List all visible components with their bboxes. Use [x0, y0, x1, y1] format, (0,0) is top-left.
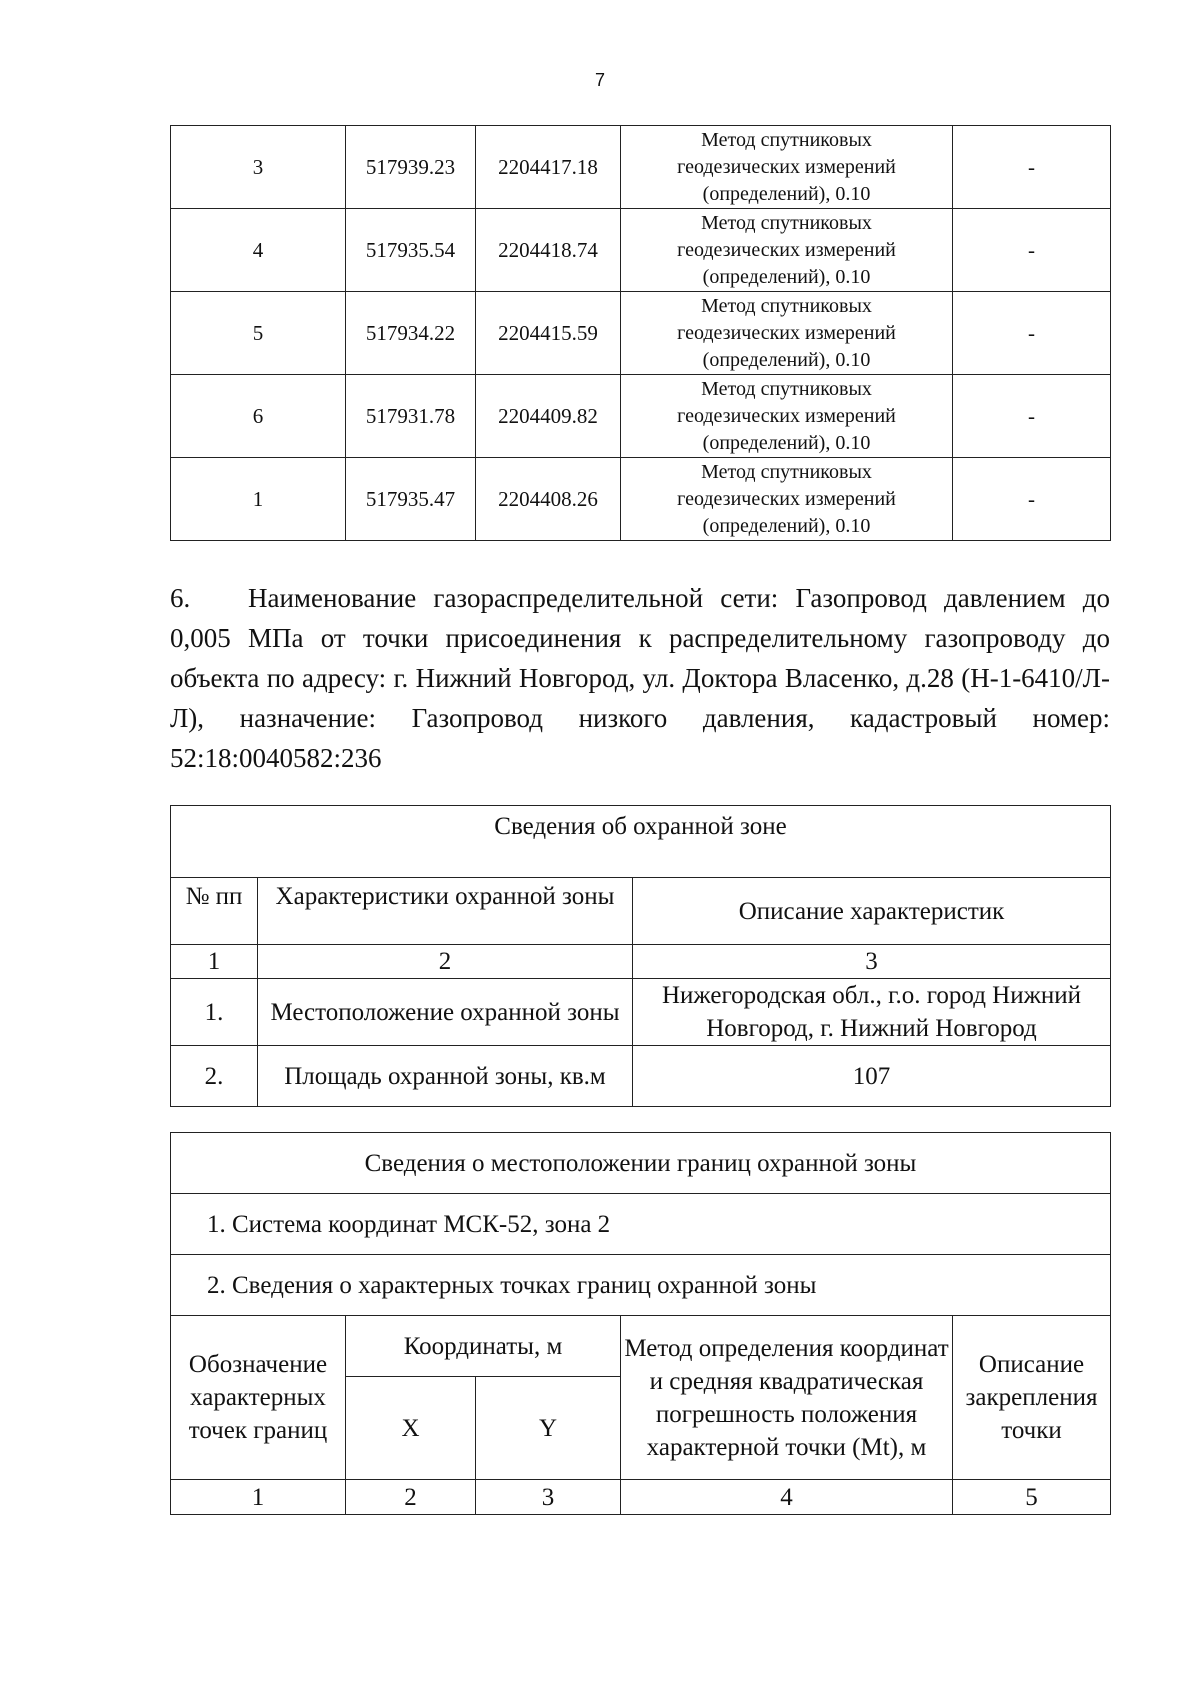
method-cell — [621, 375, 953, 458]
row-num: 1. — [171, 979, 258, 1046]
method-line: Метод спутниковых — [701, 211, 872, 234]
method-line: (определений), 0.10 — [702, 182, 871, 205]
col-point-header: Обозначение характерных точек границ — [171, 1316, 346, 1480]
index-cell: 5 — [953, 1480, 1111, 1515]
row-characteristic: Местоположение охранной зоны — [258, 979, 633, 1046]
col-y-header: Y — [476, 1377, 621, 1480]
method-line: геодезических измерений — [677, 238, 896, 261]
method-line: геодезических измерений — [677, 321, 896, 344]
section-number: 6. — [170, 583, 191, 613]
method-line: Метод спутниковых — [701, 128, 872, 151]
method-line: (определений), 0.10 — [702, 348, 871, 371]
method-cell — [621, 209, 953, 292]
description-cell: - — [953, 126, 1111, 209]
description-cell: - — [953, 375, 1111, 458]
method-line: Метод спутниковых — [701, 294, 872, 317]
point-cell: 6 — [171, 375, 346, 458]
row-num: 2. — [171, 1046, 258, 1107]
protection-zone-table — [170, 805, 1111, 1107]
y-cell: 2204418.74 — [476, 209, 621, 292]
method-line: (определений), 0.10 — [702, 514, 871, 537]
col-coords-header: Координаты, м — [346, 1316, 621, 1377]
description-cell: - — [953, 292, 1111, 375]
boundary-location-table — [170, 1132, 1111, 1515]
col-desc-header: Описание закрепления точки — [953, 1316, 1111, 1480]
x-cell: 517934.22 — [346, 292, 476, 375]
point-cell: 4 — [171, 209, 346, 292]
y-cell: 2204417.18 — [476, 126, 621, 209]
bound-table-title: Сведения о местоположении границ охранной зоны — [171, 1133, 1111, 1194]
method-line: Метод спутниковых — [701, 377, 872, 400]
x-cell: 517935.47 — [346, 458, 476, 541]
zone-table-title: Сведения об охранной зоне — [171, 806, 1111, 878]
method-line: Метод спутниковых — [701, 460, 872, 483]
description-cell: - — [953, 458, 1111, 541]
method-cell — [621, 126, 953, 209]
method-line: геодезических измерений — [677, 404, 896, 427]
row-description: Нижегородская обл., г.о. город Нижний Новгород, г. Нижний Новгород — [633, 979, 1111, 1046]
page-number: 7 — [594, 70, 605, 90]
y-cell: 2204415.59 — [476, 292, 621, 375]
index-cell: 1 — [171, 945, 258, 979]
index-cell: 3 — [633, 945, 1111, 979]
table-row — [171, 375, 1111, 458]
header-description: Описание характеристик — [633, 878, 1111, 945]
method-cell — [621, 458, 953, 541]
point-cell: 3 — [171, 126, 346, 209]
index-cell: 2 — [258, 945, 633, 979]
index-cell: 3 — [476, 1480, 621, 1515]
x-cell: 517939.23 — [346, 126, 476, 209]
point-cell: 5 — [171, 292, 346, 375]
index-cell: 4 — [621, 1480, 953, 1515]
row-description: 107 — [633, 1046, 1111, 1107]
index-cell: 2 — [346, 1480, 476, 1515]
header-num: № пп — [171, 878, 258, 945]
method-line: геодезических измерений — [677, 487, 896, 510]
method-line: (определений), 0.10 — [702, 431, 871, 454]
col-x-header: X — [346, 1377, 476, 1480]
coordinates-table-continuation — [170, 125, 1111, 541]
point-cell: 1 — [171, 458, 346, 541]
table-row — [171, 458, 1111, 541]
table-row — [171, 292, 1111, 375]
coordinate-system: 1. Система координат МСК-52, зона 2 — [171, 1194, 1111, 1255]
section-6-paragraph — [170, 578, 1110, 778]
method-line: (определений), 0.10 — [702, 265, 871, 288]
x-cell: 517931.78 — [346, 375, 476, 458]
table-row — [171, 126, 1111, 209]
method-line: геодезических измерений — [677, 155, 896, 178]
section-text: Наименование газораспределительной сети: Газопровод давлением до 0,005 МПа от точки присоединения к распределительному газопроводу до объекта по адресу: г. Нижний Новгород, ул. Доктора Власенко, д.28 (Н-1-6410/Л-Л), назначение: Газопровод низкого давления, кадастровый номер: 52:18:0040582:236 — [170, 583, 1110, 773]
table-row — [171, 209, 1111, 292]
header-characteristic: Характеристики охранной зоны — [258, 878, 633, 945]
description-cell: - — [953, 209, 1111, 292]
y-cell: 2204409.82 — [476, 375, 621, 458]
x-cell: 517935.54 — [346, 209, 476, 292]
col-method-header: Метод определения координат и средняя квадратическая погрешность положения характерной точки (Mt), м — [621, 1316, 953, 1480]
method-cell — [621, 292, 953, 375]
index-cell: 1 — [171, 1480, 346, 1515]
y-cell: 2204408.26 — [476, 458, 621, 541]
row-characteristic: Площадь охранной зоны, кв.м — [258, 1046, 633, 1107]
points-heading: 2. Сведения о характерных точках границ охранной зоны — [171, 1255, 1111, 1316]
